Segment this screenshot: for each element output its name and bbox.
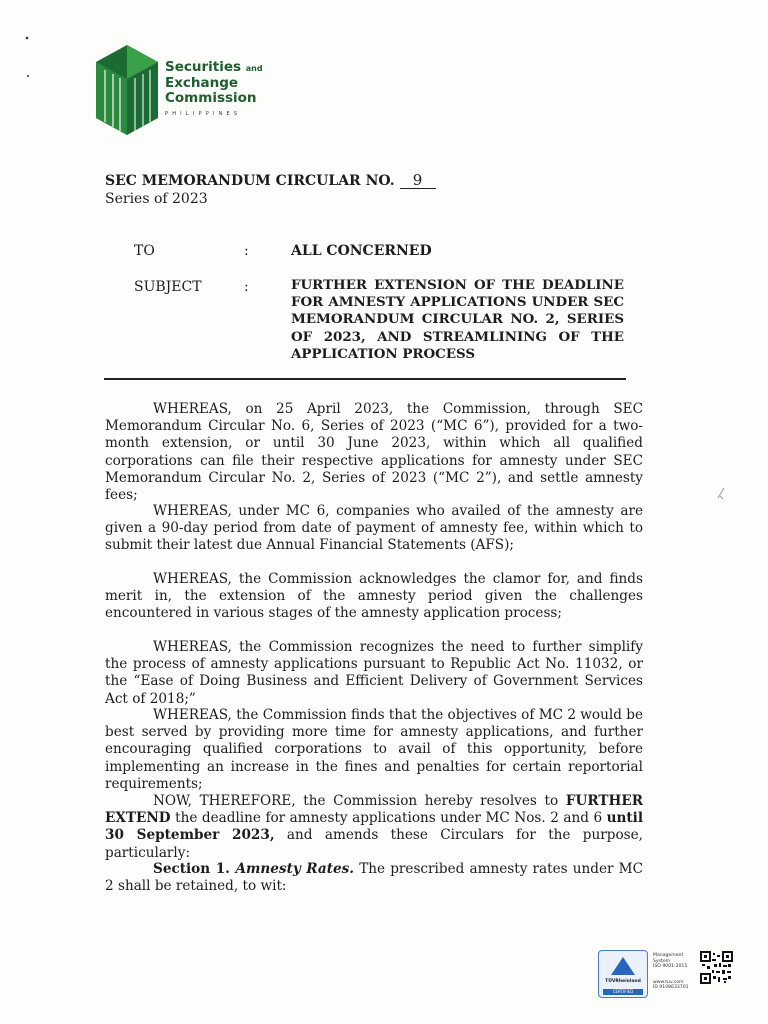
- mgmt-line-4: www.tuv.com: [653, 979, 684, 985]
- logo-line-and: and: [245, 64, 263, 73]
- to-label: TO: [134, 243, 155, 259]
- mgmt-line-2: System: [653, 958, 671, 964]
- resolution-bold-date: until 30 September 2023,: [105, 810, 643, 844]
- paragraph-1-text: WHEREAS, on 25 April 2023, the Commission, through SEC Memorandum Circular No. 6, Series of 2023 (“MC 6”), provided for a two-month extension, or until 30 June 2023, within which all qualified corporations can file their respective applications for amnesty under SEC Memorandum Circular No. 2, Series of 2023 (“MC 2”), and settle amnesty fees;: [105, 401, 643, 504]
- section-1-number: Section 1.: [153, 861, 236, 877]
- paragraph-5-text: WHEREAS, the Commission finds that the objectives of MC 2 would be best served by providing more time for amnesty applications, and further encouraging qualified corporations to avail of this opportunity, before implementing an increase in the fines and penalties for certain reportorial requirements;: [105, 707, 643, 792]
- to-colon: :: [244, 243, 249, 259]
- tuv-certified-label: CERTIFIED: [603, 989, 643, 995]
- tuv-name: TÜVRheinland: [605, 979, 641, 984]
- resolution-bold-extend: FURTHER EXTEND: [105, 793, 643, 827]
- to-value: ALL CONCERNED: [291, 243, 432, 259]
- mgmt-line-1: Management: [653, 953, 684, 958]
- paragraph-3-text: WHEREAS, the Commission acknowledges the clamor for, and finds merit in, the extension of the amnesty period given the challenges encountered in various stages of the amnesty application process;: [105, 571, 643, 622]
- mgmt-line-3: ISO 9001:2015: [653, 964, 688, 970]
- circular-number: 9: [400, 173, 436, 189]
- subject-value: FURTHER EXTENSION OF THE DEADLINE FOR AMNESTY APPLICATIONS UNDER SEC MEMORANDUM CIRCULAR NO. 2, SERIES OF 2023, AND STREAMLINING OF THE APPLICATION PROCESS: [291, 277, 624, 362]
- logo-line-securities: Securities: [165, 59, 242, 75]
- logo-country: PHILIPPINES: [165, 111, 242, 117]
- subject-label: SUBJECT: [134, 279, 202, 295]
- circular-title-text: SEC MEMORANDUM CIRCULAR NO.: [105, 173, 395, 189]
- paragraph-4-text: WHEREAS, the Commission recognizes the need to further simplify the process of amnesty applications pursuant to Republic Act No. 11032, or the “Ease of Doing Business and Efficient Delivery of Government Services Act of 2018;”: [105, 639, 643, 707]
- logo-line-commission: Commission: [165, 90, 257, 106]
- mgmt-line-5: ID 9108633701: [653, 985, 689, 991]
- section-1-text: The prescribed amnesty rates under MC 2 shall be retained, to wit:: [105, 861, 644, 895]
- section-1-heading: Amnesty Rates.: [235, 861, 355, 877]
- resolution-text-e: and amends these Circulars for the purpose, particularly:: [105, 827, 643, 861]
- circular-series: Series of 2023: [105, 191, 208, 207]
- subject-colon: :: [244, 279, 249, 295]
- paragraph-2-text: WHEREAS, under MC 6, companies who availed of the amnesty are given a 90-day period from date of payment of amnesty fee, within which to submit their latest due Annual Financial Statements (AFS);: [105, 503, 643, 554]
- resolution-text-a: NOW, THEREFORE, the Commission hereby resolves to: [153, 793, 566, 809]
- resolution-text-c: the deadline for amnesty applications under MC Nos. 2 and 6: [170, 810, 607, 827]
- logo-line-exchange: Exchange: [165, 75, 239, 91]
